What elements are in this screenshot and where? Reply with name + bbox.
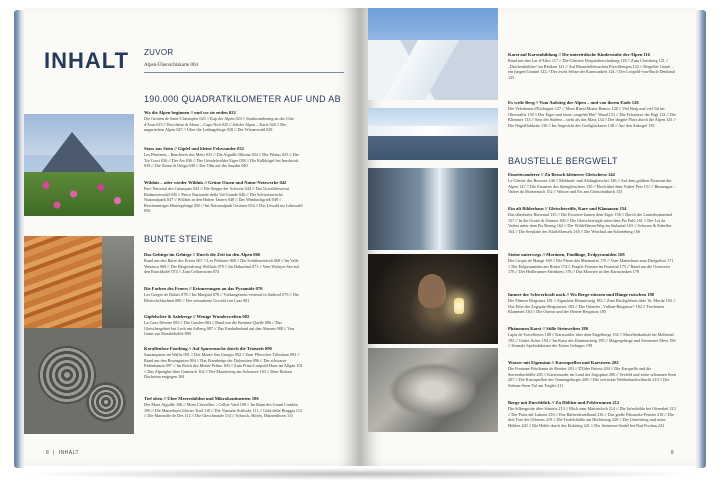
photo-cave-explorer	[368, 254, 498, 344]
zuvor-line: Alpen-Übersichtskarte 004	[144, 63, 199, 68]
toc-entry-title: Stars aus Stein // Gipfel und kleine Felswunder 032	[144, 146, 244, 151]
right-page	[360, 8, 696, 466]
toc-entry-body: Die Grotten de Saint-Christophe 023 // Kap der Alpen 023 // Stadtwanderung an der Côte d'Azur 025 // Bocchetta di Altare – Capo Noli 025 // Jeliche Alpen – Karst 026 // Die ungarischen Alpen 027 // Über die Leithagebirge 028 // Der Wienerwald 029	[144, 116, 294, 133]
toc-entry-body: Die Fontaine Pétrifiante de Réotier 203 // D'Ilder Brüsse 204 // Die Karquelle und die Sternerbachfälle 205 // Karstwunder im Land der Zugspitze 206 // Seefeld und seine seltsamen Seen 207 // Die Karstquellen des Tennengebirges 208 // Die verrückte Weißenbachschlucht 210 // Der Siebner-Seen-Tal am Totgler 211	[508, 366, 676, 388]
toc-entry	[144, 180, 304, 214]
toc-entry-title: Berge mit Durchblick // Zu Höhlen und Felsbrunnen 212	[508, 400, 620, 405]
toc-entry	[144, 146, 304, 169]
toc-entry-body: Les Gorges de Daluis 078 // Im Margital 078 // Vulkangestein verirtsal in Südtirol 079 // Die Blettschchluchten 080 // Der versunkene Urwald von Laas 081	[144, 292, 299, 303]
page-footer: 8 | INHALT	[46, 450, 80, 456]
toc-entry	[508, 360, 676, 388]
toc-entry-body: Die Silbergrotte über Sintoris 213 // Blick zum Martinsloch 214 // Die Jufenhöhle bei Ottenzbel 215 // Die Porta del Lattone 216 // Das Bärbenleutelband 216 // Das große Paluzzola-Fenster 218 // Die drei Tore der Ochsens 219 // Die Teufelshöhle am Hochkönig 220 // Der Untersberg und seine Höhlen 220 // Die Höhle durch das Eiskönig 221 // Der Steinerne Stadel bei Bad Fischau 222	[508, 406, 676, 428]
toc-entry	[508, 252, 676, 275]
toc-entry-title: Karst auf Karsenbildung // Die unterirdische Kinderstube der Alpen 116	[508, 52, 650, 57]
toc-entry	[144, 286, 304, 303]
zuvor-heading: ZUVOR	[144, 48, 174, 57]
toc-entry-title: Gipfelscher & Salzberge // Wenige Wunderwelten 082	[144, 314, 250, 319]
toc-entry-title: Korallenlose Foothing // Auf Spurensuche durch die Triaszeit 090	[144, 346, 272, 351]
toc-entry	[508, 100, 676, 128]
toc-entry-body: Parc National des Calanques 043 // Die Steppe der Schweiz 044 // Das Urwaldreservat Bödmerenwald 045 // Parco Nazionale della Val Grande 046 // Der Schweizerische Nationalpark 047 // Wildnis in den Hohen Tauern 048 // Das Wimbachgrieß 049 // Reichraminger Hintergebirge 050 // Im Nationalpark Gesäuse 054 // Das Urwald im Lahnwald 056	[144, 186, 303, 214]
toc-entry	[144, 396, 304, 419]
book-drop-shadow	[20, 468, 700, 480]
toc-entry	[508, 292, 676, 315]
section-heading: 190.000 QUADRATKILOMETER AUF UND AB	[144, 94, 341, 104]
photo-mountain-meadow	[24, 114, 134, 216]
toc-entry	[144, 314, 304, 337]
open-book	[14, 4, 706, 472]
toc-entry-body: Der Mont Aiguille 106 // Mont Chevallier – Cellier Vard 108 // Im Bann des Grand Combin 109 // Die Matterhorn Glacier Trail 110 // Die Viamala-Schlucht 111 // Gold delle Braggia 112 // Die Marmolle de Des 112 // Die Gleschnatale 114 // Schrock, Höfen, Hütztenlhorn 115	[144, 402, 303, 419]
toc-entry-body: Der Veledrome d'Escbegier 127 // Mont Blanc/Monte Bianco 128 // Viel Berg und viel Tal im Oberwallis 130 // Der Eiger und seine „ungeleb Ebe“ Wand 131 // Die Felsstürze der Rigi 132 // Die Klimmer 133 // Sass des Südens – steht als das Mass 134 // Der längste Pluss durch die Alpen 135 // Die Nagelfluhkette 136 // Im Angesicht des Großglockners 138 // Auf den Ankogel 139	[508, 106, 676, 128]
toc-entry-body: Les Pénitents – Rencheres des Mées 033 // Die Aiguille Dibona 034 // Der Pilatus 035 // Die Tre Croci 036 // Der Ars 036 // Der Grindelwalder Eiger 038 // Die Kalkkögel bei Innsbruck 039 // Die Zinne di Ortiga 040 // Der Olm auf der Sauahn 040	[144, 152, 299, 169]
photo-waterfall	[368, 168, 498, 250]
toc-entry	[508, 400, 676, 428]
toc-entry-body: Rund um den Barre des Ecrins 067 // Les Pellaires 068 // Die Schiffmeisloch 068 // Im Valle Ventasca 069 // Der Bergwerkweg Wöllach 070 // Im Habachtal 071 // Vom Wolayer See auf den Rauchkofel 074 // Zum Cellonstrom 074	[144, 258, 299, 275]
book-cover-right-edge	[696, 10, 706, 468]
page-number: 8	[46, 450, 50, 456]
toc-entry-body: Rund um den Lac d'Allos 117 // Die Glaciere Hospitalierschaltung 118 // Zum Clorisberg 121 // „Drachenhöhlen“ im Rätikon 121 // Auf Rhonehöhlesuchen Flyschbergen 122 // Bergeller Granit – ein jungen Granite 122 // Der zweit Sehne der Karawanken 124 // Der Leopold-von-Buch-Denkmal 125	[508, 58, 675, 80]
book-cover-left-edge	[14, 10, 24, 468]
toc-entry-body: Der Flimser Bergsturz 181 // Signalsite Heiastesteig 182 // Zum Bischglehnis über 'St. Moritz 182 // Das Erbe des Zogspitz-Bergsturzes 182 // Der Ortnefer „Vulkan-Bergsturz“ 184 // Trockenen Klammen 184 // Die Osteon und der Hetten-Bergsturz 185	[508, 298, 676, 315]
toc-entry-title: Das Gehirge im Gehirge // Durch die Zeit im den Alpen 066	[144, 252, 261, 257]
toc-entry	[508, 52, 676, 80]
divider	[144, 72, 344, 73]
toc-entry-title: Wasser mit Eigensinn // Karstquellen und Karstseen 202	[508, 360, 619, 365]
photo-layered-rocks	[24, 236, 134, 328]
toc-entry-title: Tief oben // Über Meeresbilden und Mikrokontinenten 106	[144, 396, 259, 401]
toc-entry-title: Steine unterwegs // Moränen, Findlinge, Erdpyramiden 168	[508, 252, 625, 257]
toc-entry	[508, 172, 676, 195]
toc-entry-body: Santamparas im Wallis 091 // Der Monte San Giorgio 092 // Zum Pflerscher Tribulaun 093 // Rund um den Rosengarten 094 // Das Eisenberge der Dolomiten 096 // Der schwarze Padenkamm 097 // Im Reich des Monte Pelmo 100 // Zum Prinz-Luitpold-Haus im Allgäu 101 // Das Alpenglut über Garmisch 102 // Der Marienweg am Achensee 103 // Dem Holzen Dachstein entgegen 104	[144, 352, 303, 380]
toc-entry-title: Es weile Berg // Vom Aufstieg der Alpen – und von ihrem Ende 126	[508, 100, 639, 105]
toc-entry	[508, 326, 676, 349]
photo-mountain-lake	[368, 108, 498, 160]
toc-entry-body: Der Cirque de Mange 169 // Die Pierre des Marmottes 170 // Vom Matterhorn zum Dreigeiltor 171 // Die Erdpyramiden am Ritten 174 // Fragile Formen im Pustertal 175 // Rund um die Osterseen 176 // Der Heilbrunner Steinkreis 176 // Das Moorsee in den Karawanken 178	[508, 258, 674, 275]
page-title: INHALT	[44, 48, 130, 73]
photo-ice-formations	[368, 8, 498, 100]
toc-entry-title: Die Farben des Feuers // Erinnerungen an das Pyramide 076	[144, 286, 263, 291]
toc-entry-body: Das überlaufte Riesental 155 // Die Eiswiese kamen dem Eiger 156 // Durch des Lauterbrunnental 157 // In die Grotte di Unterer 160 // Die Gletscherriegle seine dem Piz Palü 161 // Der Lej da Vadret unter dem Piz Bernig 162 // Der WildeWasserWeg im Stubaital 163 // Schwarz & Enkelfer 164 // Die Seeplatte des Klaffelkessels 165 // Die Weichtal am Schneeberg 166	[508, 212, 673, 234]
toc-entry-body: La Caux Déserte 083 // Die Gorden 084 // Rund um die Bernina-Quelle 086 // Das Gletschergebiet bei Lech am Arlberg 087 // Das Emdadenland auf den Alemen 088 // Von Gams zur Ronaltehöhle 089	[144, 320, 294, 337]
toc-entry-body: Le Glacier des Bossons 146 // Mehlnah- und Alalingletscher 146 // Auf dem größten Eisstrom der Alpen 147 // Die Enormes des Steingletschers 150 // Hoch über dem Vadret Pers 151 // Binnengue – Vadret da Morteratsch 152 // Wasser und Eis am Gleitschnibach 153	[508, 178, 676, 195]
footer-label: INHALT	[58, 450, 80, 456]
toc-entry-title: Phänomen Karst // Stille Steinwelten 186	[508, 326, 589, 331]
toc-entry-title: Ein alt Bilderhaus // Gletscherriffe, Kare und Klamauen 154	[508, 206, 627, 211]
toc-entry	[144, 346, 304, 380]
toc-entry-title: Immer der Schwerkraft nach // Wo Berge stürzen und Hänge rutschen 180	[508, 292, 655, 297]
toc-entry-body: Lapis de Travellerses 188 // Karstsattler über dem Engelberge 192 // Musellenkarbsfe im Mellental 192 // Gottes Acker 194 // Im Karst des Kärntnerberg 195 // Mageegebirge und Steinerner Meer 196 // Zentrale Spektabilotum der Totem Gebirges 198	[508, 332, 676, 349]
toc-entry-title: Wildnis – oder wieder Wildnis // Grüne Oasen und Natur-Netzwerke 042	[144, 180, 287, 185]
section-heading: BAUSTELLE BERGWELT	[508, 156, 618, 166]
toc-entry-title: Wo die Alpen beginnen // und wo sie enden 022	[144, 110, 236, 115]
photo-stone-formation	[368, 348, 498, 432]
left-page	[24, 8, 360, 466]
toc-entry	[144, 110, 304, 133]
toc-entry	[144, 252, 304, 275]
photo-ammonite-fossils	[24, 328, 134, 434]
page-number: 9	[670, 450, 674, 456]
toc-entry	[508, 206, 676, 234]
toc-entry-title: Eiszeitwanderer // Zu Besuch kleinerer Gletschern 144	[508, 172, 615, 177]
section-heading: BUNTE STEINE	[144, 234, 214, 244]
